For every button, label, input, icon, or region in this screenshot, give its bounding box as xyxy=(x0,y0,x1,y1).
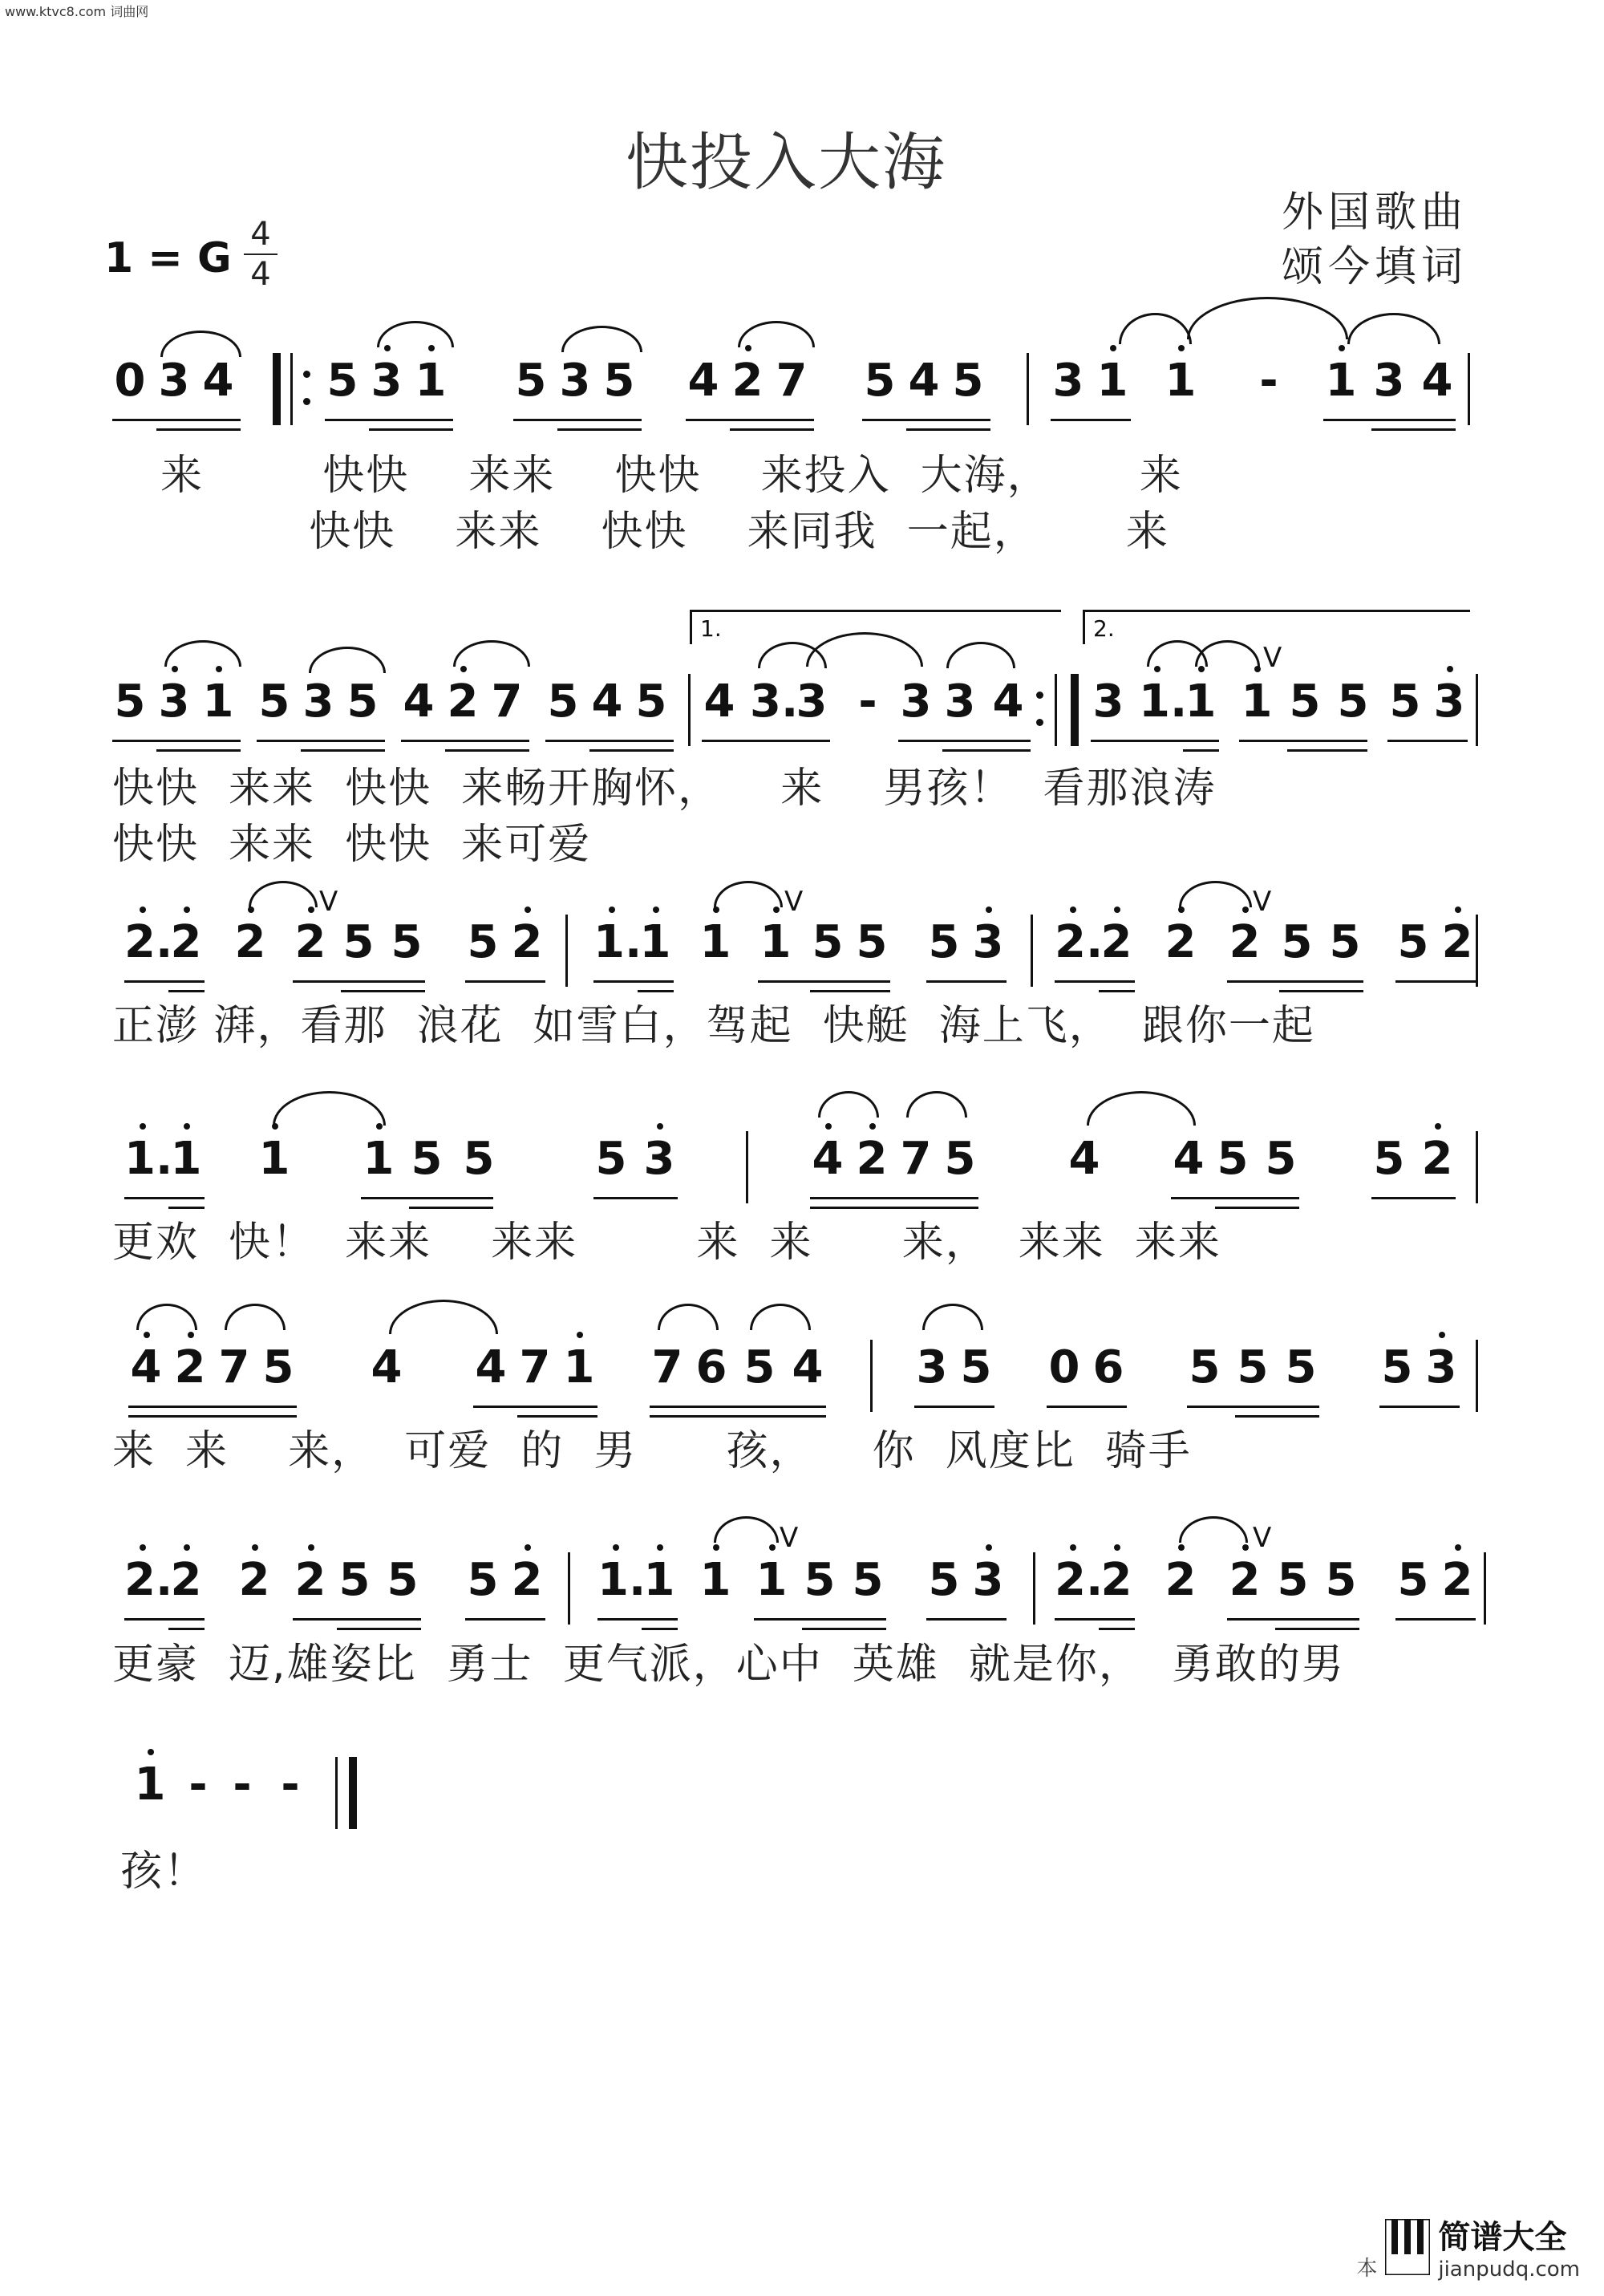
notation-system-7: 1 - - - xyxy=(0,1757,1604,1813)
notation-system-5: 4 2 7 5 4 4 7 1 7 6 5 4 3 5 0 6 5 5 5 5 3 xyxy=(0,1340,1604,1396)
key-signature: 1 = G xyxy=(104,234,232,282)
lyric-line: 快快 来来 快快 来同我 一起， 来 xyxy=(160,508,1169,556)
notation-system-4: 1. 1 1 1 5 5 5 3 4 2 7 5 4 4 5 5 5 2 xyxy=(0,1131,1604,1187)
site-logo xyxy=(1356,2212,1580,2282)
lyric-line: 快快 来来 快快 来可爱 xyxy=(112,821,592,869)
lyric-line: 正澎 湃，看那 浪花 如雪白，驾起 快艇 海上飞， 跟你一起 xyxy=(112,1002,1315,1050)
logo-title: 简谱大全 xyxy=(1438,2219,1567,2256)
volta-1: 1. xyxy=(690,610,1061,644)
lyric-line: 来 来 来， 可爱 的 男 孩， 你 风度比 骑手 xyxy=(112,1427,1192,1475)
footer-marker: 本 xyxy=(1356,2257,1378,2281)
notation-system-3: 2. 2 2 2 V 5 5 5 2 1. 1 1 1 V 5 5 5 3 2. 2 2 2 V 5 5 5 2 xyxy=(0,915,1604,971)
meter-bar xyxy=(244,254,277,255)
volta-2: 2. xyxy=(1083,610,1470,644)
composer-credit: 外国歌曲 xyxy=(1281,189,1468,237)
meter-bottom: 4 xyxy=(250,256,271,293)
lyricist-credit: 颂今填词 xyxy=(1281,243,1468,291)
lyric-line: 孩！ xyxy=(120,1848,208,1896)
lyric-line: 来 快快 来来 快快 来投入 大海， 来 xyxy=(160,452,1183,500)
song-title: 快投入大海 xyxy=(625,127,946,199)
time-signature xyxy=(241,217,281,292)
notation-system-6: 2. 2 2 2 5 5 5 2 1. 1 1 1 V 5 5 5 3 2. 2 2 2 V 5 5 5 2 xyxy=(0,1552,1604,1608)
notation-system-1: 0 3 4 5 3 1 5 3 5 4 2 7 5 4 5 3 1 1 - 1 3 4 xyxy=(0,353,1604,409)
logo-site: jianpudq.com xyxy=(1438,2257,1580,2282)
notation-system-2: 5 3 1 5 3 5 4 2 7 5 4 5 4 3. 3 - 3 3 4 3 1. 1 1 V 5 5 5 3 xyxy=(0,674,1604,730)
source-url: www.ktvc8.com 词曲网 xyxy=(5,4,149,19)
meter-top: 4 xyxy=(250,216,271,253)
piano-keys-icon xyxy=(1385,2219,1430,2275)
lyric-line: 更欢 快！ 来来 来来 来 来 来， 来来 来来 xyxy=(112,1219,1221,1267)
lyric-line: 快快 来来 快快 来畅开胸怀， 来 男孩！ 看那浪涛 xyxy=(112,765,1217,813)
lyric-line: 更豪 迈,雄姿比 勇士 更气派，心中 英雄 就是你， 勇敢的男 xyxy=(112,1641,1345,1689)
